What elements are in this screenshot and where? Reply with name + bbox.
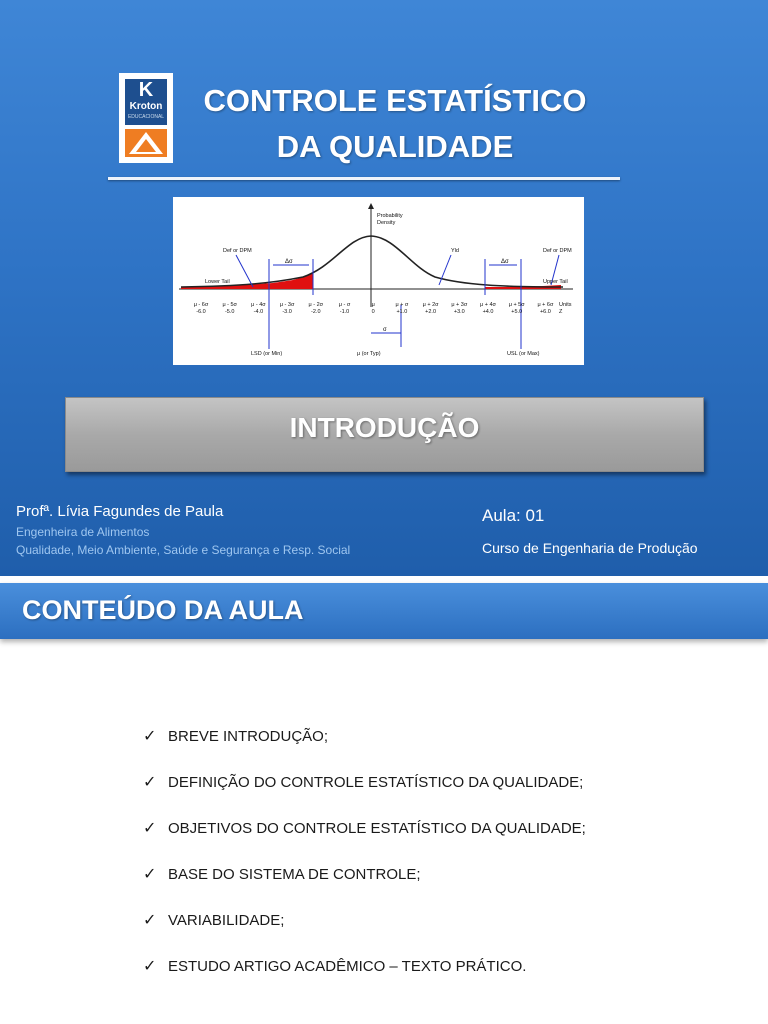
check-icon: ✓ (143, 820, 157, 837)
list-item: ✓ ESTUDO ARTIGO ACADÊMICO – TEXTO PRÁTICO. (143, 958, 527, 975)
z-tick-label: -5.0 (224, 309, 235, 315)
z-tick-label: +4.0 (482, 309, 494, 315)
def-right-label: Def or DPM (543, 248, 572, 254)
sigma-tick-label: μ + σ (395, 302, 409, 308)
logo-brand: Kroton (129, 101, 163, 112)
title-line-2: DA QUALIDADE (276, 129, 514, 164)
z-tick-label: -3.0 (282, 309, 292, 315)
course-name: Curso de Engenharia de Produção (482, 540, 698, 556)
units-label: Units (559, 302, 572, 308)
sigma-tick-label: μ (371, 302, 375, 308)
check-icon: ✓ (143, 728, 157, 745)
z-label: Z (559, 309, 563, 315)
sigma-tick-label: μ + 3σ (451, 302, 468, 308)
list-item: ✓ BASE DO SISTEMA DE CONTROLE; (143, 866, 421, 883)
z-tick-label: +3.0 (453, 309, 465, 315)
author-role: Engenheira de Alimentos (16, 525, 150, 539)
sigma-label: σ (383, 327, 387, 333)
lower-tail-label: Lower Tail (205, 279, 230, 285)
yld-label: Yld (451, 248, 459, 254)
delta-left-label: Δσ (285, 259, 293, 265)
sigma-tick-label: μ - 5σ (222, 302, 237, 308)
sigma-tick-label: μ + 6σ (537, 302, 554, 308)
title-line-1: CONTROLE ESTATÍSTICO (203, 83, 587, 118)
sigma-tick-labels (194, 302, 554, 308)
title-divider (108, 177, 620, 180)
content-list (143, 728, 586, 1004)
list-item: ✓ DEFINIÇÃO DO CONTROLE ESTATÍSTICO DA QUALIDADE; (143, 774, 584, 791)
sigma-tick-label: μ - 4σ (251, 302, 266, 308)
delta-right-label: Δσ (501, 259, 509, 265)
z-tick-label: -2.0 (311, 309, 321, 315)
check-icon: ✓ (143, 958, 157, 975)
z-tick-label: +2.0 (425, 309, 437, 315)
sigma-tick-label: μ - 6σ (193, 302, 209, 308)
z-tick-label: +5.0 (511, 309, 523, 315)
list-item: ✓ BREVE INTRODUÇÃO; (143, 728, 329, 745)
content-heading-banner (0, 583, 768, 639)
usl-label: USL (or Max) (507, 351, 540, 357)
list-item: ✓ VARIABILIDADE; (143, 912, 285, 929)
content-heading: CONTEÚDO DA AULA (22, 595, 304, 625)
sigma-tick-label: μ + 2σ (422, 302, 439, 308)
y-label-1: Probability (377, 213, 403, 219)
sigma-tick-label: μ - 3σ (279, 302, 295, 308)
normal-distribution-figure (173, 197, 584, 365)
z-tick-label: -4.0 (253, 309, 264, 315)
def-left-label: Def or DPM (223, 248, 252, 254)
center-label: μ (or Typ) (357, 351, 381, 357)
sigma-tick-label: μ + 4σ (480, 302, 496, 308)
lsd-label: LSD (or Min) (251, 351, 283, 357)
z-tick-label: -1.0 (339, 309, 350, 315)
z-tick-label: 0 (371, 309, 375, 315)
list-item: ✓ OBJETIVOS DO CONTROLE ESTATÍSTICO DA QUALIDADE; (143, 820, 586, 837)
upper-tail-label: Upper Tail (543, 279, 568, 285)
check-icon: ✓ (143, 912, 157, 929)
z-tick-label: +6.0 (539, 309, 551, 315)
sigma-tick-label: μ + 5σ (508, 302, 525, 308)
introducao-button[interactable] (65, 397, 704, 472)
lesson-number: Aula: 01 (482, 506, 545, 525)
introducao-label: INTRODUÇÃO (289, 412, 480, 443)
logo-sub: EDUCACIONAL (127, 114, 165, 120)
author-name: Profª. Lívia Fagundes de Paula (16, 503, 224, 520)
author-areas: Qualidade, Meio Ambiente, Saúde e Segurança e Resp. Social (16, 543, 351, 557)
z-tick-label: -6.0 (196, 309, 206, 315)
logo-triangle-icon (125, 129, 167, 157)
kroton-logo (119, 73, 173, 163)
z-tick-label: +1.0 (396, 309, 408, 315)
sigma-tick-label: μ - σ (338, 302, 351, 308)
check-icon: ✓ (143, 774, 157, 791)
sigma-tick-label: μ - 2σ (308, 302, 324, 308)
y-label-2: Density (377, 220, 396, 226)
z-tick-labels (196, 309, 551, 315)
logo-letter: K (138, 79, 154, 101)
slide-title (180, 78, 610, 170)
check-icon: ✓ (143, 866, 157, 883)
